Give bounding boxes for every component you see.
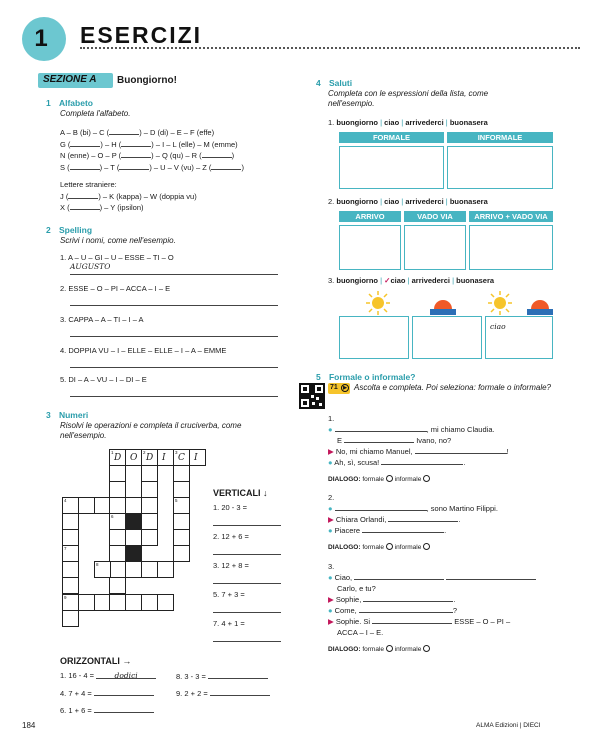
- track-badge[interactable]: [328, 383, 350, 394]
- answer-box[interactable]: [339, 146, 444, 189]
- chapter-badge: [22, 17, 66, 61]
- ex2-number: 2: [46, 225, 51, 235]
- alphabet-line-4: S ( ) – T ( ) – U – V (vu) – Z ( ): [60, 162, 244, 172]
- ex4-number: 4: [316, 78, 321, 88]
- answer-line[interactable]: [213, 576, 281, 584]
- crossword-cell[interactable]: [109, 465, 126, 482]
- alphabet-line-1: A – B (bi) – C ( ) – D (di) – E – F (effe): [60, 128, 215, 137]
- crossword-cell[interactable]: 3 C: [173, 449, 190, 466]
- crossword-cell[interactable]: I: [157, 449, 174, 466]
- ex5-title: Formale o informale?: [328, 372, 416, 382]
- crossword-cell[interactable]: [125, 561, 142, 578]
- answer-line[interactable]: dodici: [96, 671, 156, 679]
- table-header-informale: INFORMALE: [447, 132, 553, 143]
- crossword-cell[interactable]: [62, 561, 79, 578]
- foreign-letters-title: Lettere straniere:: [60, 180, 117, 189]
- ex4-title: Saluti: [328, 78, 353, 88]
- crossword-cell[interactable]: [173, 465, 190, 482]
- crossword-cell[interactable]: [141, 529, 158, 546]
- crossword-cell[interactable]: [141, 594, 158, 611]
- orizzontali-item: 4. 7 + 4 =: [60, 688, 154, 698]
- example-answer: ciao: [490, 322, 506, 331]
- crossword-cell[interactable]: [141, 513, 158, 530]
- alphabet-block: [60, 127, 244, 214]
- crossword-cell[interactable]: [78, 594, 95, 611]
- crossword-black-cell: [125, 545, 142, 562]
- spelling-item: 4. DOPPIA VU – I – ELLE – ELLE – I – A – EMME: [60, 346, 278, 368]
- section-label: SEZIONE A: [43, 74, 97, 85]
- verticali-title: VERTICALI ↓: [213, 488, 268, 498]
- crossword-cell[interactable]: [141, 481, 158, 498]
- ex2-title: Spelling: [58, 225, 93, 235]
- section-title: Buongiorno!: [117, 75, 177, 86]
- table-header-arrivo: ARRIVO: [339, 211, 401, 222]
- spelling-item: 3. CAPPA – A – TI – I – A: [60, 315, 278, 337]
- section-banner: [38, 73, 113, 88]
- word-list-1: 1. buongiorno | ciao | arrivederci | buonasera: [328, 118, 488, 127]
- crossword-cell[interactable]: [157, 561, 174, 578]
- spelling-answer[interactable]: AUGUSTO: [70, 262, 111, 271]
- answer-box[interactable]: [447, 146, 553, 189]
- radio-informale[interactable]: [423, 543, 430, 550]
- alphabet-line-3: N (enne) – O – P ( ) – Q (qu) – R ( ): [60, 151, 235, 160]
- answer-box[interactable]: [404, 225, 466, 270]
- crossword-cell[interactable]: [173, 545, 190, 562]
- header-dotted-rule: [80, 47, 580, 49]
- crossword-cell[interactable]: 6: [109, 513, 126, 530]
- word-list-3: 3. buongiorno | ✓ciao | arrivederci | buonasera: [328, 276, 495, 285]
- answer-box[interactable]: [339, 225, 401, 270]
- foreign-line-1: J ( ) – K (kappa) – W (doppia vu): [60, 191, 197, 201]
- table-header-vado-via: VADO VIA: [404, 211, 466, 222]
- crossword-cell[interactable]: [109, 497, 126, 514]
- crossword-cell[interactable]: [109, 561, 126, 578]
- spelling-answer-line[interactable]: [70, 324, 278, 337]
- crossword-cell[interactable]: [157, 594, 174, 611]
- ex1-instruction: Completa l'alfabeto.: [60, 109, 131, 118]
- page-title: ESERCIZI: [80, 22, 203, 48]
- spelling-answer-line[interactable]: [70, 355, 278, 368]
- crossword-cell[interactable]: [141, 561, 158, 578]
- ex3-instruction: Risolvi le operazioni e completa il cruciverba, come nell'esempio.: [60, 421, 242, 440]
- answer-box[interactable]: [485, 316, 553, 359]
- crossword-cell[interactable]: [173, 529, 190, 546]
- crossword-cell[interactable]: [141, 497, 158, 514]
- crossword-cell[interactable]: I: [189, 449, 206, 466]
- sun-icon: [488, 291, 512, 315]
- spelling-item: 2. ESSE – O – PI – ACCA – I – E: [60, 284, 278, 306]
- crossword-cell[interactable]: 2 D: [141, 449, 158, 466]
- crossword-cell[interactable]: [141, 465, 158, 482]
- ex4-instruction: Completa con le espressioni della lista, come nell'esempio.: [328, 89, 489, 108]
- spelling-answer-line[interactable]: [70, 293, 278, 306]
- crossword-cell[interactable]: [62, 529, 79, 546]
- page-number: 184: [22, 721, 36, 730]
- orizzontali-item: 8. 3 - 3 =: [176, 671, 268, 681]
- crossword-cell[interactable]: [109, 577, 126, 594]
- crossword-cell[interactable]: [78, 497, 95, 514]
- radio-informale[interactable]: [423, 645, 430, 652]
- chapter-number: 1: [34, 25, 48, 52]
- qr-code-icon[interactable]: [299, 383, 325, 409]
- foreign-line-2: X ( ) – Y (ipsilon): [60, 203, 144, 212]
- crossword-black-cell: [125, 513, 142, 530]
- answer-line[interactable]: [213, 547, 281, 555]
- audio-icon: ▶: [341, 384, 349, 392]
- checkmark-icon: ✓: [384, 276, 391, 285]
- radio-formale[interactable]: [386, 645, 393, 652]
- crossword-cell[interactable]: [109, 545, 126, 562]
- crossword-cell[interactable]: [173, 481, 190, 498]
- radio-formale[interactable]: [386, 543, 393, 550]
- sun-icon: [366, 291, 390, 315]
- crossword-cell[interactable]: [62, 610, 79, 627]
- orizzontali-item: 9. 2 + 2 =: [176, 688, 270, 698]
- publisher: ALMA Edizioni | DIECI: [476, 722, 541, 729]
- orizzontali-title: ORIZZONTALI →: [60, 656, 132, 666]
- alphabet-line-2: G ( ) – H ( ) – I – L (elle) – M (emme): [60, 139, 238, 149]
- answer-line[interactable]: [213, 634, 281, 642]
- answer-box[interactable]: [412, 316, 482, 359]
- crossword-cell[interactable]: [125, 594, 142, 611]
- answer-line[interactable]: [213, 605, 281, 613]
- crossword-cell[interactable]: [62, 577, 79, 594]
- crossword-cell[interactable]: 1 D: [109, 449, 126, 466]
- radio-informale[interactable]: [423, 475, 430, 482]
- answer-line[interactable]: [213, 518, 281, 526]
- orizzontali-item: 1. 16 - 4 = dodici: [60, 671, 156, 680]
- ex5-number: 5: [316, 372, 321, 382]
- crossword-cell[interactable]: [109, 481, 126, 498]
- table-header-formale: FORMALE: [339, 132, 444, 143]
- crossword-cell[interactable]: O: [125, 449, 142, 466]
- crossword-cell[interactable]: [125, 497, 142, 514]
- crossword-cell[interactable]: 7: [62, 545, 79, 562]
- track-number: 71: [330, 384, 338, 391]
- table-header-arrivo-vado-via: ARRIVO + VADO VIA: [469, 211, 553, 222]
- answer-line[interactable]: [208, 671, 268, 679]
- crossword-cell[interactable]: [109, 594, 126, 611]
- answer-box[interactable]: [339, 316, 409, 359]
- answer-line[interactable]: [210, 688, 270, 696]
- spelling-answer-line[interactable]: [70, 384, 278, 397]
- verticali-list: 1. 20 - 3 = 2. 12 + 6 = 3. 12 + 8 = 5. 7 + 3 = 7. 4 + 1 =: [213, 503, 283, 648]
- answer-box[interactable]: [469, 225, 553, 270]
- answer-line[interactable]: [94, 688, 154, 696]
- crossword-cell[interactable]: [109, 529, 126, 546]
- word-list-2: 2. buongiorno | ciao | arrivederci | buonasera: [328, 197, 488, 206]
- crossword-cell[interactable]: [62, 513, 79, 530]
- crossword-cell[interactable]: 4: [62, 497, 79, 514]
- spelling-item: 1. A – U – GI – U – ESSE – TI – O AUGUSTO: [60, 253, 278, 275]
- dialog-2: 2. ● , sono Martino Filippi. ▶ Chiara Orlandi, . ● Piacere . DIALOGO: formale informale: [328, 493, 498, 551]
- ex3-title: Numeri: [58, 410, 89, 420]
- radio-formale[interactable]: [386, 475, 393, 482]
- crossword-cell[interactable]: 9: [62, 594, 79, 611]
- answer-line[interactable]: [94, 705, 154, 713]
- crossword-cell[interactable]: 5: [173, 497, 190, 514]
- crossword-grid: [62, 449, 212, 619]
- sunset-icon: [430, 297, 456, 315]
- ex5-instruction: Ascolta e completa. Poi seleziona: formale o informale?: [354, 383, 551, 392]
- ex2-instruction: Scrivi i nomi, come nell'esempio.: [60, 236, 176, 245]
- ex3-number: 3: [46, 410, 51, 420]
- dialog-1: 1. ● , mi chiamo Claudia. E Ivano, no? ▶ No, mi chiamo Manuel, ! ● Ah, sì, scusa! . DIALOGO: formale informale: [328, 414, 509, 483]
- spelling-item: 5. DI – A – VU – I – DI – E: [60, 375, 278, 397]
- dialog-3: 3. ● Ciao, Carlo, e tu? ▶ Sophie, . ● Come, ? ▶ Sophie. Si ESSE – O – PI – ACCA – I – E. DIALOGO: formale informale: [328, 561, 558, 655]
- crossword-cell[interactable]: [173, 513, 190, 530]
- orizzontali-item: 6. 1 + 6 =: [60, 705, 154, 715]
- crossword-cell[interactable]: 8: [94, 561, 111, 578]
- ex1-title: Alfabeto: [58, 98, 93, 108]
- ex1-number: 1: [46, 98, 51, 108]
- sunset-icon: [527, 297, 553, 315]
